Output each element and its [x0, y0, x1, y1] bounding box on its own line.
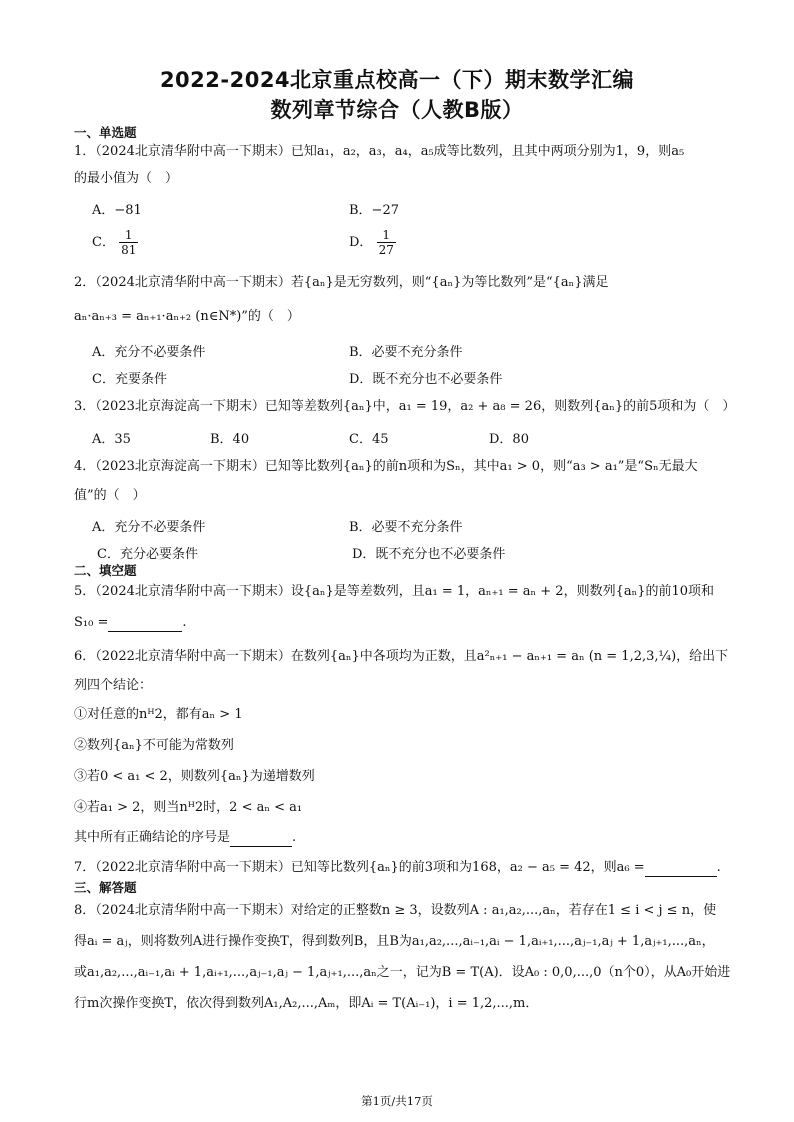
question-3-option-a: A．35	[92, 432, 131, 447]
question-4-option-b: B．必要不充分条件	[349, 520, 463, 535]
question-2-option-b: B．必要不充分条件	[349, 345, 463, 360]
section-heading-fill-in: 二、填空题	[74, 563, 137, 578]
question-1-option-b: B．−27	[349, 203, 399, 218]
question-3-text: 3．（2023北京海淀高一下期末）已知等差数列{aₙ}中，a₁ = 19，a₂ + a₈ = 26，则数列{aₙ}的前5项和为（ ）	[74, 399, 736, 414]
question-4-option-a: A．充分不必要条件	[92, 520, 206, 535]
question-7-text	[74, 859, 722, 877]
fraction-numerator: 1	[377, 228, 396, 243]
question-1-option-d	[349, 228, 396, 257]
section-heading-single-choice: 一、单选题	[74, 125, 137, 140]
question-4-text-cont: 值”的（ ）	[74, 488, 146, 503]
option-d-fraction	[377, 228, 396, 257]
page-number: 第1页/共17页	[361, 1094, 433, 1108]
question-7-prompt: 7．（2022北京清华附中高一下期末）已知等比数列{aₙ}的前3项和为168，a₂ − a₅ = 42，则a₆ =	[74, 860, 645, 875]
option-c-fraction	[119, 228, 138, 257]
question-6-conclusion-1: ①对任意的n⁠ᴴ2，都有aₙ > 1	[74, 707, 243, 722]
period: .	[182, 615, 187, 630]
question-6-text-cont: 列四个结论：	[74, 678, 153, 693]
question-6-prompt: 其中所有正确结论的序号是	[74, 830, 231, 845]
question-3-option-d: D．80	[489, 432, 529, 447]
question-1-text-cont: 的最小值为（ ）	[74, 171, 179, 186]
question-5-answer-line	[74, 614, 722, 632]
period: .	[292, 830, 297, 845]
answer-blank[interactable]	[230, 834, 292, 847]
question-6-text: 6．（2022北京清华附中高一下期末）在数列{aₙ}中各项均为正数，且a²ₙ₊₁ − aₙ₊₁ = aₙ (n = 1,2,3,¼)，给出下	[74, 649, 729, 664]
answer-blank[interactable]	[645, 864, 717, 877]
question-5-sum-label: S₁₀ =	[74, 615, 109, 630]
fraction-denominator: 27	[378, 243, 394, 257]
question-2-option-a: A．充分不必要条件	[92, 345, 206, 360]
question-2-option-d: D．既不充分也不必要条件	[349, 372, 503, 387]
question-1-option-a: A．−81	[92, 203, 142, 218]
question-1-option-c	[92, 228, 138, 257]
fraction-numerator: 1	[119, 228, 138, 243]
section-heading-solution: 三、解答题	[74, 880, 137, 895]
question-6-conclusion-2: ②数列{aₙ}不可能为常数列	[74, 738, 234, 753]
answer-blank[interactable]	[108, 619, 182, 632]
question-3-option-b: B．40	[210, 432, 250, 447]
option-d-label: D．	[349, 235, 373, 250]
question-2-option-c: C．充要条件	[92, 372, 167, 387]
option-c-label: C．	[92, 235, 115, 250]
question-5-text: 5．（2024北京清华附中高一下期末）设{aₙ}是等差数列，且a₁ = 1，aₙ₊₁ = aₙ + 2，则数列{aₙ}的前10项和	[74, 584, 715, 599]
question-2-text: 2．（2024北京清华附中高一下期末）若{aₙ}是无穷数列，则“{aₙ}为等比数列”是“{aₙ}满足	[74, 275, 609, 290]
question-8-text: 8．（2024北京清华附中高一下期末）对给定的正整数n ≥ 3，设数列A : a₁,a₂,...,aₙ，若存在1 ≤ i < j ≤ n，使	[74, 903, 717, 918]
question-8-text-cont-3: 行m次操作变换T，依次得到数列A₁,A₂,...,Aₘ，即Aᵢ = T(Aᵢ₋₁)，i = 1,2,...,m．	[74, 996, 539, 1011]
question-6-answer-line	[74, 829, 722, 847]
question-4-option-d: D．既不充分也不必要条件	[352, 547, 506, 562]
question-6-conclusion-3: ③若0 < a₁ < 2，则数列{aₙ}为递增数列	[74, 769, 315, 784]
fraction-denominator: 81	[121, 243, 137, 257]
question-3-option-c: C．45	[349, 432, 389, 447]
question-4-option-c: C．充分必要条件	[97, 547, 198, 562]
period: .	[716, 860, 721, 875]
question-6-conclusion-4: ④若a₁ > 2，则当nᴴ2时，2 < aₙ < a₁	[74, 800, 303, 815]
question-1-text: 1．（2024北京清华附中高一下期末）已知a₁，a₂，a₃，a₄，a₅成等比数列，且其中两项分别为1，9，则a₅	[74, 144, 685, 159]
question-4-text: 4．（2023北京海淀高一下期末）已知等比数列{aₙ}的前n项和为Sₙ，其中a₁ > 0，则“a₃ > a₁”是“Sₙ无最大	[74, 459, 698, 474]
question-8-text-cont-1: 得aᵢ = aⱼ，则将数列A进行操作变换T，得到数列B，且B为a₁,a₂,...,aᵢ₋₁,aᵢ − 1,aᵢ₊₁,...,aⱼ₋₁,aⱼ + 1,aⱼ₊₁,...,aₙ，	[74, 934, 715, 949]
question-8-text-cont-2: 或a₁,a₂,...,aᵢ₋₁,aᵢ + 1,aᵢ₊₁,...,aⱼ₋₁,aⱼ − 1,aⱼ₊₁,...,aₙ之一，记为B = T(A)．设A₀ : 0,0,...,0（n个0），从A₀开始进	[74, 965, 731, 980]
question-2-text-cont: aₙ·aₙ₊₃ = aₙ₊₁·aₙ₊₂ (n∈N*)”的（ ）	[74, 309, 300, 324]
document-title: 2022-2024北京重点校高一（下）期末数学汇编	[159, 68, 635, 92]
document-subtitle: 数列章节综合（人教B版）	[270, 98, 524, 122]
